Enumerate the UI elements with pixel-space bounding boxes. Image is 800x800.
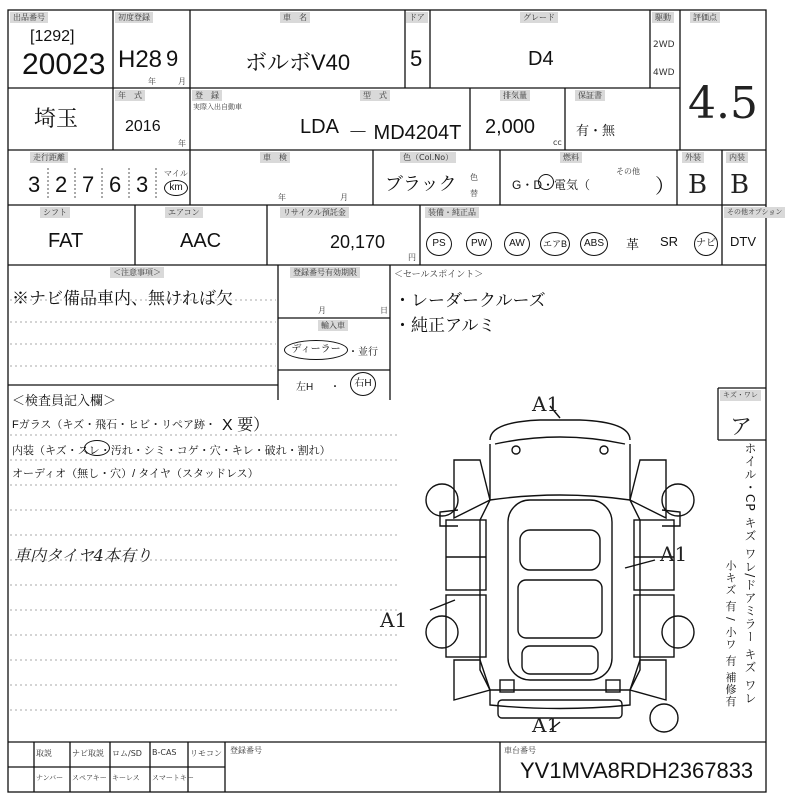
model-year: 2016 [125,118,161,135]
sales-point-1: ・レーダークルーズ [394,291,546,310]
damage-mark-left: A1 [380,608,408,632]
inspection-year: 年 [278,193,286,202]
footer-spare-key: スペアキー [72,774,107,782]
footer-rom-sd: ロム/SD [112,749,142,758]
footer-navi-manual: ナビ取説 [72,749,104,758]
hand-sep: ・ [330,382,340,393]
fuel-other-label: その他 [616,167,640,176]
warranty-options: 有・無 [576,123,616,138]
fuel-close: ） [655,176,675,198]
equip-abs: ABS [580,232,608,256]
first-reg-label: 初度登録 [115,12,153,23]
color-label: 色（Col.No） [400,152,456,163]
inspection-month: 月 [340,193,348,202]
remarks-text: ※ナビ備品車内、無ければ欠 [12,289,233,308]
glass-line: Fガラス（キズ・飛石・ヒビ・リペア跡・ [12,419,216,431]
car-name: ボルボV40 [245,50,351,75]
color-value: ブラック [385,174,457,194]
mileage-digit-2: 2 [55,172,68,197]
option-label: その他オプション [724,207,785,218]
model-code: － MD4204T [348,122,462,144]
drive-4wd: 4WD [653,68,675,78]
score-label: 評価点 [690,12,720,23]
yen-unit: 円 [408,253,416,262]
interior-line: 内装（キズ・スレ・汚れ・シミ・コゲ・穴・キレ・破れ・割れ） [12,445,331,457]
reg-month: 9 [166,46,179,71]
sales-point-2: ・純正アルミ [394,316,496,335]
recycle-value: 20,170 [330,232,386,252]
lot-code: [1292] [30,28,75,45]
lot-number: 20023 [22,48,106,81]
origin-label: 登 録 [192,90,222,101]
cc-unit: cc [553,138,562,147]
mileage-digit-1: 3 [28,172,41,197]
model-prefix: LDA [300,116,339,138]
shift-label: シフト [40,207,70,218]
fuel-options: G・D・電気（ [512,178,591,192]
import-parallel: ・並行 [348,347,378,358]
shift-value: FAT [48,230,84,252]
sales-points-label: ＜セールスポイント＞ [394,270,484,280]
displacement-value: 2,000 [485,116,536,138]
footer-reg-label: 登録番号 [230,746,262,755]
ac-label: エアコン [165,207,203,218]
exterior-grade: B [688,170,708,200]
warranty-label: 保証書 [575,90,605,101]
mileage-digit-5: 3 [136,172,149,197]
damage-mark-right: A1 [660,542,688,566]
damage-mark-rear: A1 [532,713,560,737]
diagram-corner-hand: ア [730,415,753,440]
interior-sure-circle [84,440,110,456]
hand-right: 右H [350,372,376,396]
lot-label: 出品番号 [10,12,48,23]
remarks-label: ＜注意事項＞ [110,267,164,278]
equip-ps: PS [426,232,452,256]
era-year: H28 [118,46,163,73]
equip-dtv: DTV [730,234,756,249]
drive-2wd: 2WD [653,40,675,50]
car-diagram [410,400,710,740]
register-date-label: 登録番号有効期限 [290,267,360,278]
hand-left: 左H [296,382,314,393]
diagram-side-text: ホイル・CP キズ ワレ/ドアミラー キズ ワレ [743,442,757,705]
model-type-label: 型 式 [360,90,390,101]
interior-grade: B [730,170,750,200]
damage-mark-front: A1 [532,392,560,416]
footer-remote: リモコン [190,749,222,758]
handwritten-note: 車内タイヤ4本有り [14,546,152,565]
mileage-digit-3: 7 [82,172,95,197]
mileage-label: 走行距離 [30,152,68,163]
equip-pw: PW [466,232,492,256]
inspection-label: 車 検 [260,152,290,163]
diagram-side-sub: 小キズ 有 / 小ワ 有 補修有 [724,560,737,708]
mileage-unit-mile: マイル [164,169,188,178]
score-value: 4.5 [688,78,758,129]
chassis-number: YV1MVA8RDH2367833 [520,758,754,783]
year-unit: 年 [148,77,156,86]
recycle-label: リサイクル預託金 [280,207,349,218]
mileage-digit-4: 6 [109,172,122,197]
register-month: 月 [318,306,326,315]
register-day: 日 [380,306,388,315]
footer-plate: ナンバー [36,774,64,782]
year-label: 年 式 [115,90,145,101]
equip-airbag: エアB [540,232,570,256]
footer-keyless: キーレス [112,774,140,782]
footer-chassis-label: 車台番号 [504,746,536,755]
equipment-label: 装備・純正品 [425,207,479,218]
footer-bcas: B-CAS [152,748,177,757]
equip-sr: SR [660,234,679,249]
equip-aw: AW [504,232,530,256]
equip-leather: 革 [626,237,640,252]
model-year-unit: 年 [178,139,186,148]
diagram-corner-label: キズ・ワレ [720,390,761,401]
month-unit: 月 [178,77,186,86]
car-name-label: 車 名 [280,12,310,23]
displacement-label: 排気量 [500,90,530,101]
fuel-diesel-circle [538,174,554,190]
ac-value: AAC [180,230,222,252]
equip-navi: ナビ [694,232,718,256]
mileage-unit-km: km [164,180,188,196]
color-label-1: 色 [470,173,478,182]
exterior-label: 外装 [682,152,704,163]
fuel-label: 燃料 [560,152,582,163]
audio-line: オーディオ（無し・穴）/ タイヤ（スタッドレス） [12,468,259,480]
footer-smart-key: スマートキー [152,774,194,782]
first-reg-small: 実際入出自動車 [193,103,242,111]
doors-value: 5 [410,46,423,71]
doors-label: ドア [406,12,428,23]
import-dealer: ディーラー [284,340,348,360]
interior-label: 内装 [726,152,748,163]
color-label-2: 替 [470,189,478,198]
footer-manual: 取説 [36,749,52,758]
import-label: 輸入車 [318,320,348,331]
grade-label: グレード [520,12,558,23]
origin-value: 埼玉 [34,106,79,131]
inspector-label: ＜検査員記入欄＞ [12,393,117,408]
grade-value: D4 [528,48,554,70]
drive-label: 駆動 [652,12,674,23]
glass-mark: X 要） [222,417,270,434]
